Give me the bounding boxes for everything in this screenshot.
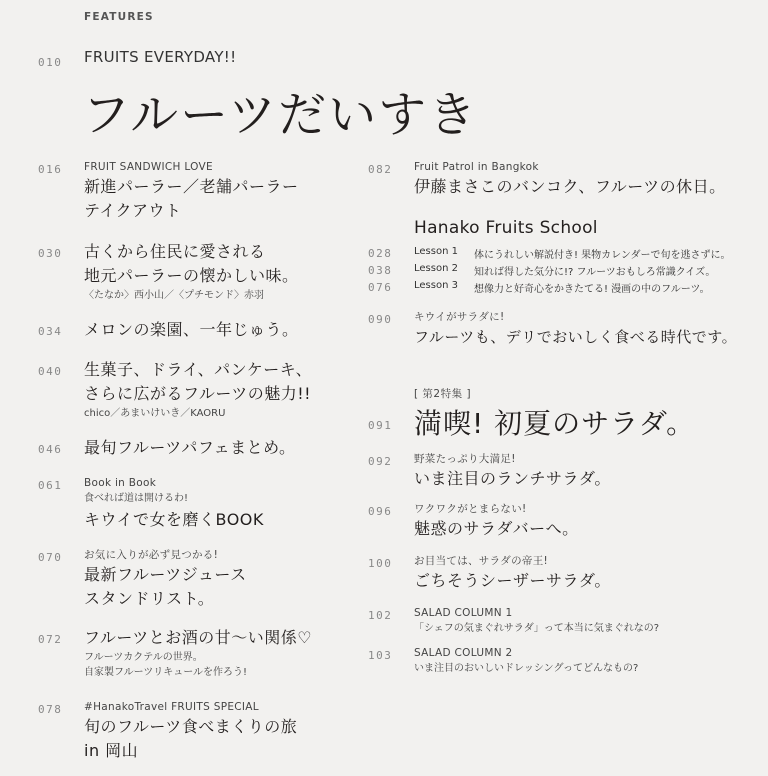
page-number: 102 xyxy=(368,609,393,622)
entry-title: 魅惑のサラダバーへ。 xyxy=(414,519,579,538)
page-number: 076 xyxy=(368,281,393,294)
page-number: 090 xyxy=(368,313,393,326)
entry-note: 〈たなか〉西小山／〈プチモンド〉赤羽 xyxy=(84,290,264,301)
entry-kicker: 野菜たっぷり大満足! xyxy=(414,453,516,465)
entry-title-line: さらに広がるフルーツの魅力!! xyxy=(84,384,312,403)
entry-title: ごちそうシーザーサラダ。 xyxy=(414,571,611,590)
entry-title-line: 最旬フルーツパフェまとめ。 xyxy=(84,438,296,457)
lead-title[interactable]: フルーツだいすき xyxy=(82,87,479,143)
lead-subtitle: FRUITS EVERYDAY!! xyxy=(84,48,237,66)
entry-title: いま注目のランチサラダ。 xyxy=(414,469,611,488)
entry-title-line: スタンドリスト。 xyxy=(84,589,215,608)
page-number: 010 xyxy=(38,56,63,69)
entry-title-line: 新進パーラー／老舗パーラー xyxy=(84,177,299,196)
page-number: 091 xyxy=(368,419,393,432)
entry-title-line: 生菓子、ドライ、パンケーキ、 xyxy=(84,360,313,379)
lesson-text: 体にうれしい解説付き! 果物カレンダーで旬を逃さずに。 xyxy=(474,250,731,261)
page-number: 038 xyxy=(368,264,393,277)
entry-note: いま注目のおいしいドレッシングってどんなもの? xyxy=(414,663,639,674)
entry-kicker: Fruit Patrol in Bangkok xyxy=(414,161,539,173)
entry-note: chico／あまいけいき／KAORU xyxy=(84,408,226,419)
lesson-name: Lesson 3 xyxy=(414,280,458,291)
page-number: 092 xyxy=(368,455,393,468)
lesson-name: Lesson 2 xyxy=(414,263,458,274)
page-number: 016 xyxy=(38,163,63,176)
page-number: 103 xyxy=(368,649,393,662)
page-number: 040 xyxy=(38,365,63,378)
page-number: 030 xyxy=(38,247,63,260)
entry-kicker: #HanakoTravel FRUITS SPECIAL xyxy=(84,701,259,713)
entry-subtitle: 食べれば道は開けるわ! xyxy=(84,493,189,504)
lesson-text: 知れば得した気分に!? フルーツおもしろ常識クイズ。 xyxy=(474,267,716,278)
salad-feature-title: 満喫! 初夏のサラダ。 xyxy=(414,407,696,440)
entry-title-line: フルーツとお酒の甘〜い関係♡ xyxy=(84,628,313,647)
entry-kicker: Book in Book xyxy=(84,477,157,489)
entry-title-line: 最新フルーツジュース xyxy=(84,565,247,584)
section-header: FEATURES xyxy=(84,11,154,23)
entry-kicker: FRUIT SANDWICH LOVE xyxy=(84,161,213,173)
page-number: 082 xyxy=(368,163,393,176)
entry-title-line: in 岡山 xyxy=(84,741,139,760)
page-number: 034 xyxy=(38,325,63,338)
page-number: 061 xyxy=(38,479,63,492)
page-number: 070 xyxy=(38,551,63,564)
entry-title-line: メロンの楽園、一年じゅう。 xyxy=(84,320,299,339)
entry-note: フルーツカクテルの世界。 xyxy=(84,652,203,663)
page-number: 028 xyxy=(368,247,393,260)
entry-title-line: キウイで女を磨くBOOK xyxy=(84,510,264,529)
page-number: 078 xyxy=(38,703,63,716)
entry-kicker: お目当ては、サラダの帝王! xyxy=(414,555,549,567)
entry-kicker: キウイがサラダに! xyxy=(414,311,505,323)
entry-title-line: 古くから住民に愛される xyxy=(84,242,266,261)
entry-kicker: SALAD COLUMN 2 xyxy=(414,647,513,659)
page-number: 100 xyxy=(368,557,393,570)
entry-title-line: 地元パーラーの懐かしい味。 xyxy=(84,266,299,285)
entry-title: 伊藤まさこのバンコク、フルーツの休日。 xyxy=(414,177,726,196)
page-number: 072 xyxy=(38,633,63,646)
page-number: 096 xyxy=(368,505,393,518)
lesson-name: Lesson 1 xyxy=(414,246,458,257)
lesson-text: 想像力と好奇心をかきたてる! 漫画の中のフルーツ。 xyxy=(474,284,710,295)
school-title: Hanako Fruits School xyxy=(414,218,598,238)
entry-title-line: 旬のフルーツ食べまくりの旅 xyxy=(84,717,298,736)
entry-kicker: SALAD COLUMN 1 xyxy=(414,607,513,619)
entry-kicker: ワクワクがとまらない! xyxy=(414,503,527,515)
page-number: 046 xyxy=(38,443,63,456)
entry-title: フルーツも、デリでおいしく食べる時代です。 xyxy=(414,328,738,346)
second-feature-label: [ 第2特集 ] xyxy=(414,388,472,400)
entry-note: 自家製フルーツリキュールを作ろう! xyxy=(84,667,248,678)
entry-kicker: お気に入りが必ず見つかる! xyxy=(84,549,219,561)
entry-title-line: テイクアウト xyxy=(84,201,182,220)
entry-note: 「シェフの気まぐれサラダ」って本当に気まぐれなの? xyxy=(414,623,660,634)
